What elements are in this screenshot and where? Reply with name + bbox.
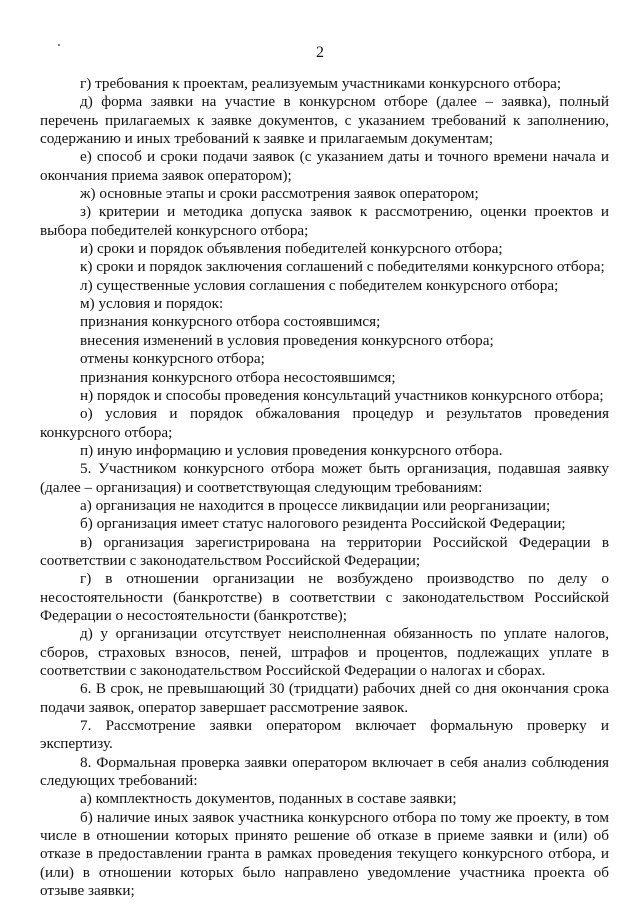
paragraph-zh: ж) основные этапы и сроки рассмотрения заявок оператором; bbox=[80, 185, 479, 203]
paragraph-k: к) сроки и порядок заключения соглашений с победителями конкурсного отбора; bbox=[80, 258, 605, 276]
section-5-b: б) организация имеет статус налогового резидента Российской Федерации; bbox=[80, 515, 566, 533]
section-6: 6. В срок, не превышающий 30 (тридцати) рабочих дней со дня окончания срока подачи заявок, оператор завершает рассмотрение заявок. bbox=[40, 680, 609, 716]
paragraph-o: о) условия и порядок обжалования процедур и результатов проведения конкурсного отбора; bbox=[40, 405, 609, 441]
paragraph-d: д) форма заявки на участие в конкурсном отборе (далее – заявка), полный перечень прилагаемых к заявке документов, с указанием требований к заполнению, содержанию и иных требований к заявке и прилагаемым документам; bbox=[40, 93, 609, 148]
page-number: 2 bbox=[316, 44, 324, 61]
section-5-v: в) организация зарегистрирована на территории Российской Федерации в соответствии с законодательством Российской Федерации; bbox=[40, 533, 609, 569]
paragraph-p: п) иную информацию и условия проведения конкурсного отбора. bbox=[80, 441, 503, 459]
section-8: 8. Формальная проверка заявки оператором включает в себя анализ соблюдения следующих требований: bbox=[40, 753, 609, 790]
paragraph-l: л) существенные условия соглашения с победителем конкурсного отбора; bbox=[80, 276, 559, 294]
paragraph-n: н) порядок и способы проведения консультаций участников конкурсного отбора; bbox=[80, 386, 604, 404]
paragraph-i: и) сроки и порядок объявления победителей конкурсного отбора; bbox=[80, 240, 503, 258]
paragraph-m-4: признания конкурсного отбора несостоявшимся; bbox=[80, 368, 396, 386]
paragraph-m: м) условия и порядок: bbox=[80, 295, 224, 313]
section-5: 5. Участником конкурсного отбора может быть организация, подавшая заявку (далее – организация) и соответствующая следующим требованиям: bbox=[40, 460, 609, 496]
paragraph-m-2: внесения изменений в условия проведения конкурсного отбора; bbox=[80, 331, 494, 349]
document-body bbox=[40, 75, 609, 900]
section-5-d: д) у организации отсутствует неисполненная обязанность по уплате налогов, сборов, страховых взносов, пеней, штрафов и процентов, подлежащих уплате в соответствии с законодательством Российской Федерации о налогах и сборах. bbox=[40, 625, 609, 679]
paragraph-z: з) критерии и методика допуска заявок к рассмотрению, оценки проектов и выбора победителей конкурсного отбора; bbox=[40, 203, 609, 239]
section-5-g: г) в отношении организации не возбуждено производство по делу о несостоятельности (банкротстве) в соответствии с законодательством Российской Федерации о несостоятельности (банкротстве); bbox=[40, 570, 609, 624]
paragraph-m-1: признания конкурсного отбора состоявшимся; bbox=[80, 313, 381, 331]
section-8-a: а) комплектность документов, поданных в составе заявки; bbox=[80, 790, 457, 808]
section-8-b: б) наличие иных заявок участника конкурсного отбора по тому же проекту, в том числе в отношении которых принято решение об отказе в приеме заявки и (или) об отказе в предоставлении гранта в рамках проведения текущего конкурсного отбора, и (или) в отношении которых было направлено уведомление участника проекта об отзыве заявки; bbox=[40, 808, 609, 900]
section-7: 7. Рассмотрение заявки оператором включает формальную проверку и экспертизу. bbox=[40, 717, 609, 753]
paragraph-e: е) способ и сроки подачи заявок (с указанием даты и точного времени начала и окончания приема заявок оператором); bbox=[40, 148, 609, 184]
paragraph-m-3: отмены конкурсного отбора; bbox=[80, 350, 265, 368]
section-5-a: а) организация не находится в процессе ликвидации или реорганизации; bbox=[80, 496, 551, 514]
paragraph-g: г) требования к проектам, реализуемым участниками конкурсного отбора; bbox=[80, 75, 562, 92]
